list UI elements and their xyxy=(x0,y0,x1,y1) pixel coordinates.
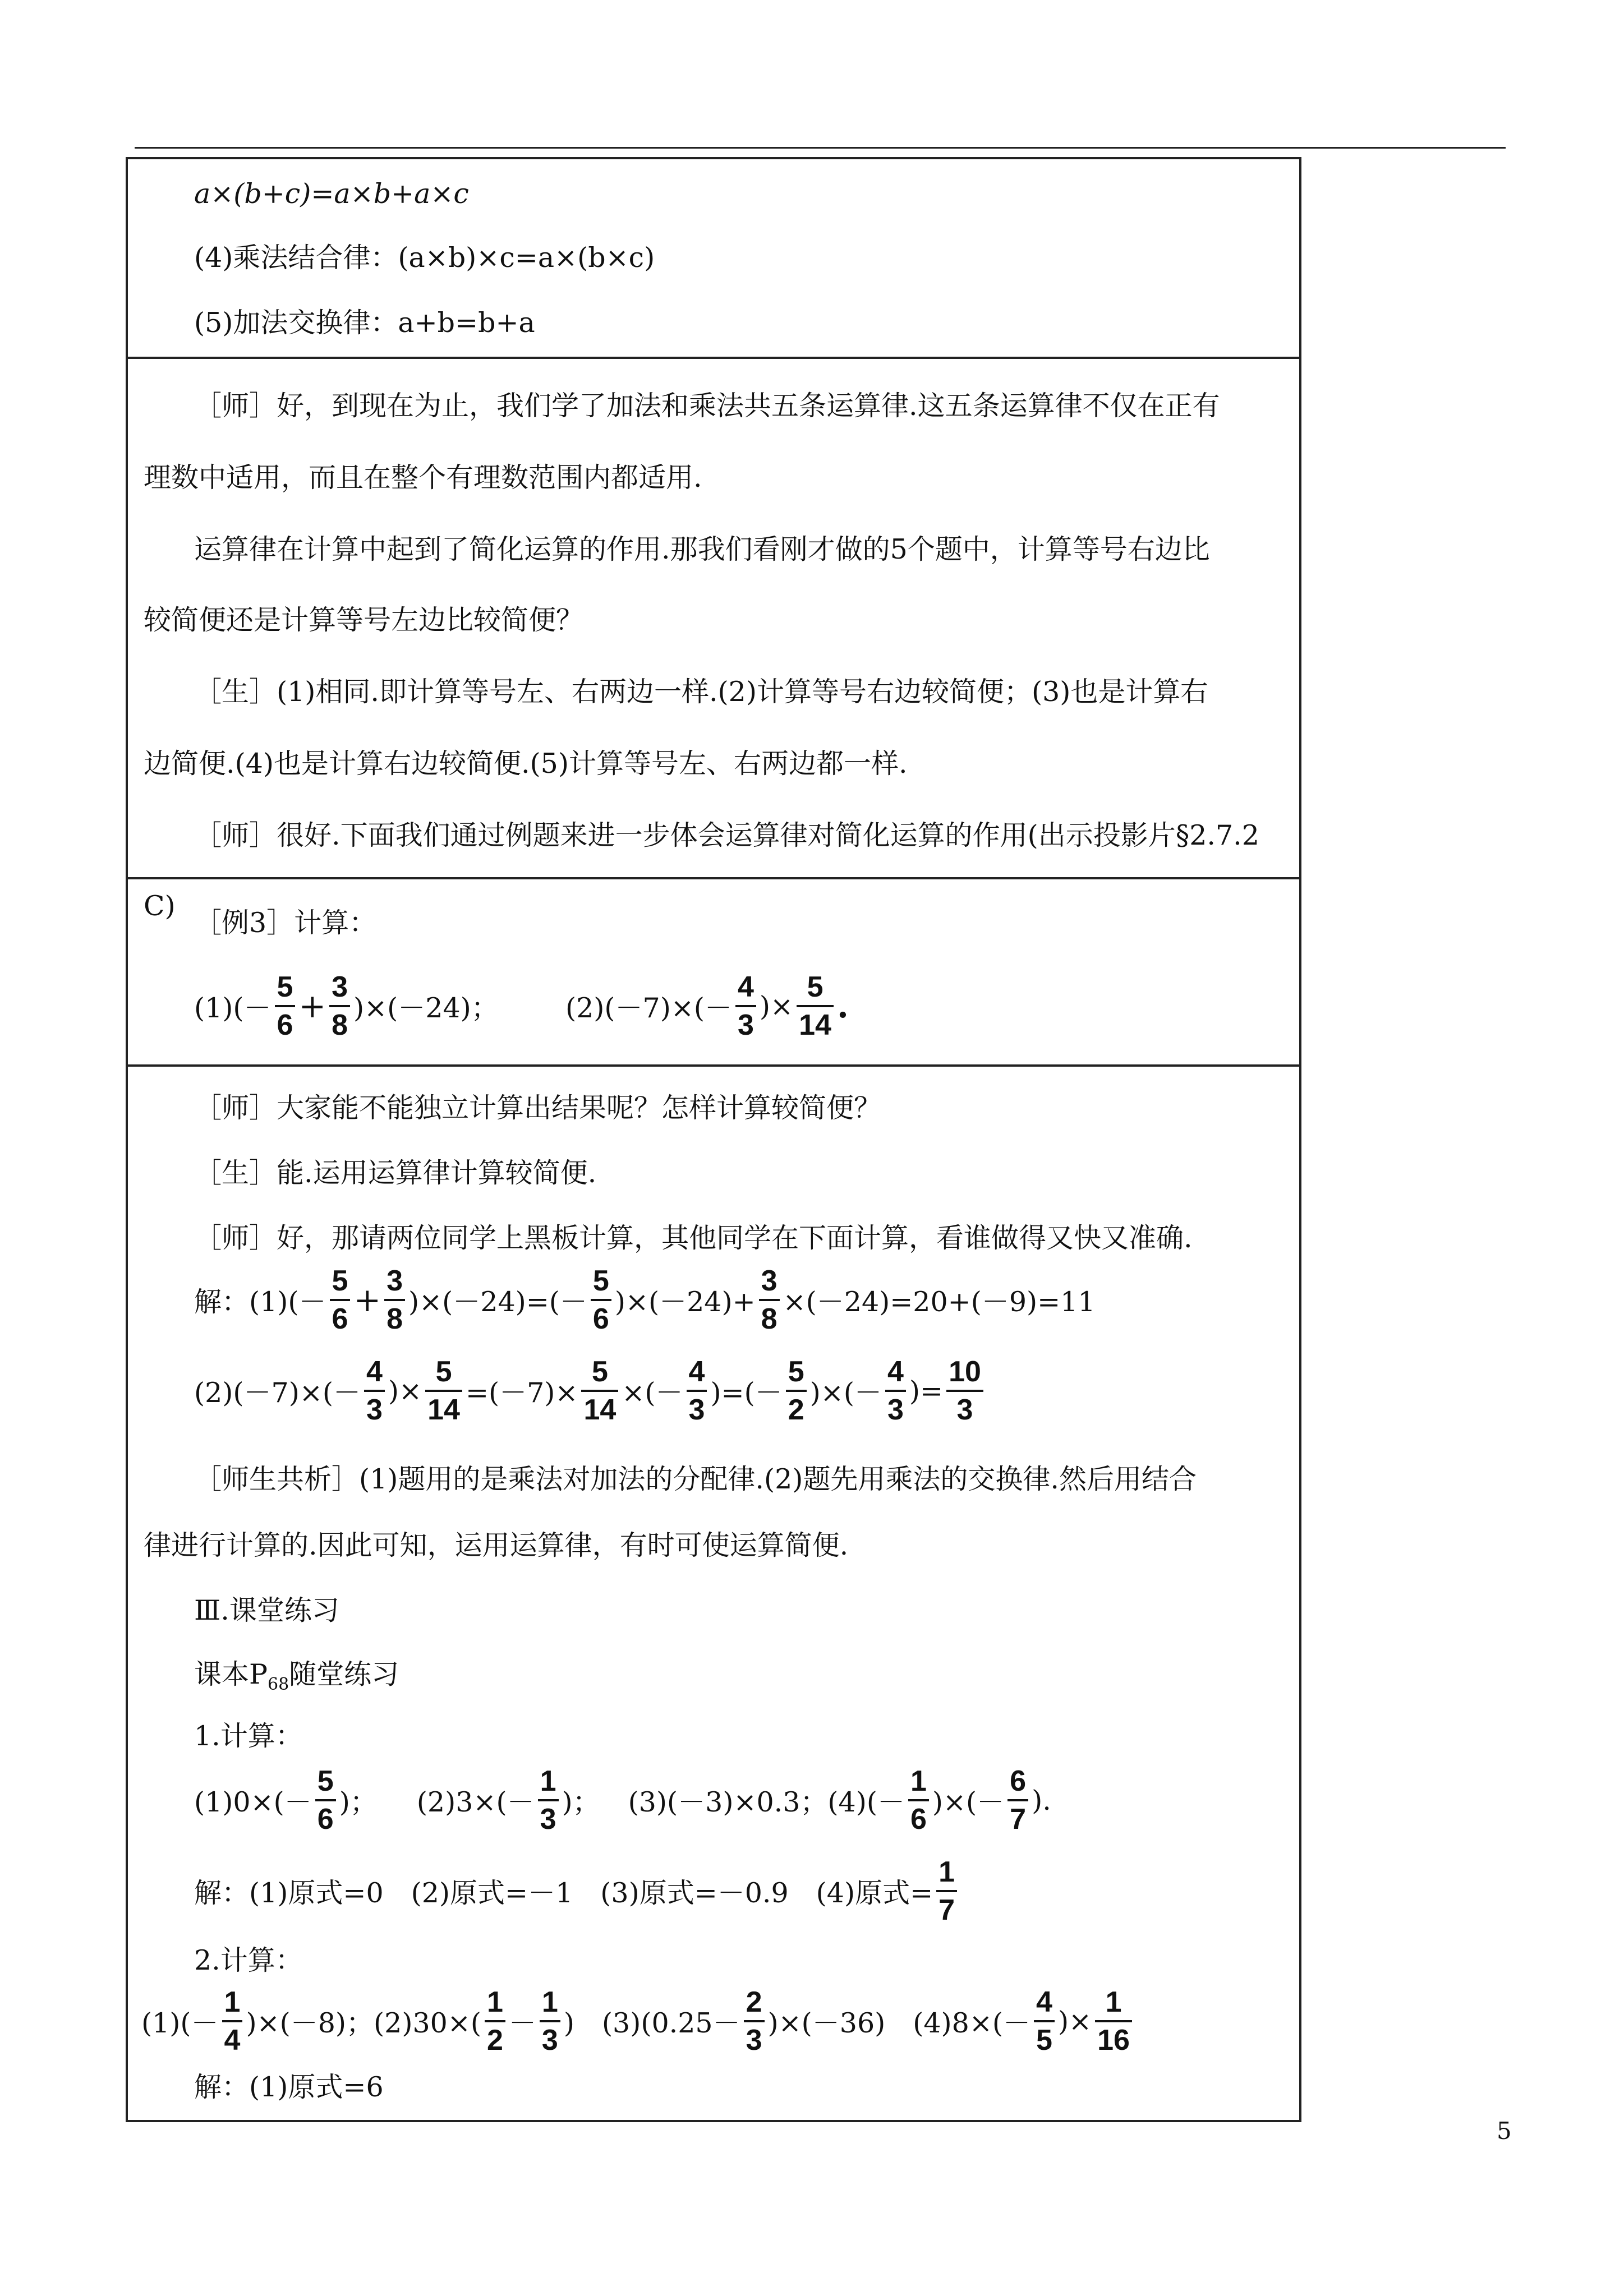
textbook-reference xyxy=(194,1658,399,1702)
associative-law-text: (4)乘法结合律：(a×b)×c=a×(b×c) xyxy=(194,242,655,274)
expr-text: )× xyxy=(759,990,794,1022)
teacher-paragraph-3: ［师］很好.下面我们通过例题来进一步体会运算律对简化运算的作用(出示投影片§2.7.2 xyxy=(194,819,1259,851)
expr-text: － xyxy=(508,2007,536,2039)
teacher-paragraph-3-cont: C) xyxy=(144,890,176,922)
fraction: $\frac{5}{6}$ xyxy=(330,1263,351,1337)
row-example xyxy=(128,879,1299,1067)
example-title: ［例3］计算： xyxy=(194,907,377,939)
teacher-paragraph-1: ［师］好，到现在为止，我们学了加法和乘法共五条运算律.这五条运算律不仅在正有 xyxy=(194,390,1220,422)
example-expression-1 xyxy=(194,969,499,1043)
row-solutions xyxy=(128,1067,1299,2120)
expr-text: 解：(1)(－ xyxy=(194,1286,326,1318)
fraction: $\frac{3}{8}$ xyxy=(384,1263,405,1337)
exercise-2-title: 2.计算： xyxy=(194,1944,303,1976)
page-number: 5 xyxy=(1497,2117,1512,2145)
fraction: $\frac{6}{7}$ xyxy=(1007,1763,1028,1837)
fraction: $\frac{1}{2}$ xyxy=(485,1984,505,2058)
fraction: $\frac{1}{6}$ xyxy=(908,1763,929,1837)
fraction: $\frac{4}{3}$ xyxy=(364,1354,385,1428)
expr-text: )×(－ xyxy=(932,1786,1005,1818)
fraction: $\frac{5}{14}$ xyxy=(581,1354,618,1428)
student-answer: ［生］能.运用运算律计算较简便. xyxy=(194,1157,597,1189)
exercise-1-answers xyxy=(194,1854,960,1928)
exercise-2-questions xyxy=(141,1984,1135,2058)
fraction: $\frac{5}{6}$ xyxy=(591,1263,611,1337)
ref-text: 随堂练习 xyxy=(289,1658,399,1690)
fraction: $\frac{2}{3}$ xyxy=(744,1984,765,2058)
solution-1 xyxy=(194,1263,1096,1337)
expr-text: )× xyxy=(1057,2005,1092,2037)
expr-text: + xyxy=(353,1281,381,1319)
example-expression-2 xyxy=(565,969,849,1043)
teacher-paragraph-1-cont: 理数中适用，而且在整个有理数范围内都适用. xyxy=(144,462,702,494)
expr-text: )×(－24)=(－ xyxy=(408,1286,587,1318)
expr-text: )×(－ xyxy=(809,1377,882,1409)
expr-text: (1)(－ xyxy=(141,2007,219,2039)
fraction: $\frac{1}{16}$ xyxy=(1095,1984,1132,2058)
joint-analysis: ［师生共析］(1)题用的是乘法对加法的分配律.(2)题先用乘法的交换律.然后用结合 xyxy=(194,1463,1197,1495)
fraction: $\frac{10}{3}$ xyxy=(946,1354,983,1428)
expr-text: (1)(－ xyxy=(194,992,272,1024)
expr-text: + xyxy=(298,987,326,1025)
solution-2 xyxy=(194,1354,987,1428)
fraction: $\frac{5}{6}$ xyxy=(275,969,296,1043)
expr-text: =(－7)× xyxy=(465,1377,578,1409)
section-heading: Ⅲ.课堂练习 xyxy=(194,1594,339,1626)
fraction: $\frac{1}{3}$ xyxy=(540,1984,560,2058)
student-paragraph: ［生］(1)相同.即计算等号左、右两边一样.(2)计算等号右边较简便；(3)也是计算右 xyxy=(194,676,1208,708)
fraction: $\frac{3}{8}$ xyxy=(759,1263,780,1337)
expr-text: )=(－ xyxy=(710,1377,783,1409)
expr-text: )×(－24)； xyxy=(353,992,499,1024)
fraction: $\frac{3}{8}$ xyxy=(329,969,350,1043)
student-paragraph-cont: 边简便.(4)也是计算右边较简便.(5)计算等号左、右两边都一样. xyxy=(144,748,908,780)
expr-text: (2)(－7)×(－ xyxy=(194,1377,361,1409)
distributive-law-text: a×(b+c)=a×b+a×c xyxy=(194,178,469,210)
fraction: $\frac{1}{4}$ xyxy=(222,1984,243,2058)
expr-text: )× xyxy=(388,1375,422,1407)
expr-text: )×(－24)+ xyxy=(614,1286,756,1318)
expr-text: )； xyxy=(339,1786,378,1818)
teacher-instruction: ［师］好，那请两位同学上黑板计算，其他同学在下面计算，看谁做得又快又准确. xyxy=(194,1222,1193,1254)
fraction: $\frac{5}{14}$ xyxy=(425,1354,462,1428)
expr-text: 解：(1)原式=0 (2)原式=－1 (3)原式=－0.9 (4)原式= xyxy=(194,1877,933,1909)
row-laws xyxy=(128,159,1299,359)
fraction: $\frac{5}{14}$ xyxy=(797,969,834,1043)
expr-text: ×(－24)=20+(－9)=11 xyxy=(783,1286,1096,1318)
commutative-law-text: (5)加法交换律：a+b=b+a xyxy=(194,307,535,339)
expr-text: ×(－ xyxy=(622,1377,683,1409)
fraction: $\frac{4}{3}$ xyxy=(687,1354,707,1428)
fraction: $\frac{4}{3}$ xyxy=(735,969,756,1043)
expr-text: (3)(－3)×0.3；(4)(－ xyxy=(628,1786,905,1818)
row-discussion xyxy=(128,359,1299,922)
teacher-question: ［师］大家能不能独立计算出结果呢？怎样计算较简便？ xyxy=(194,1092,882,1124)
fraction: $\frac{5}{6}$ xyxy=(315,1763,336,1837)
expr-text: ) (3)(0.25－ xyxy=(563,2007,740,2039)
expr-text: )×(－8)；(2)30×( xyxy=(246,2007,481,2039)
page-subscript: 68 xyxy=(267,1674,289,1694)
exercise-1-title: 1.计算： xyxy=(194,1720,303,1752)
fraction: $\frac{1}{3}$ xyxy=(538,1763,559,1837)
expr-text: . xyxy=(836,986,849,1026)
fraction: $\frac{1}{7}$ xyxy=(936,1854,957,1928)
ref-text: 课本P xyxy=(194,1658,268,1690)
expr-text: )； xyxy=(562,1786,600,1818)
header-rule xyxy=(135,147,1506,149)
paragraph-2-cont: 较简便还是计算等号左边比较简便？ xyxy=(144,604,584,636)
fraction: $\frac{4}{3}$ xyxy=(885,1354,906,1428)
exercise-2-answer: 解：(1)原式=6 xyxy=(194,2071,384,2103)
expr-text: (1)0×(－ xyxy=(194,1786,312,1818)
expr-text: ). xyxy=(1032,1784,1051,1816)
fraction: $\frac{5}{2}$ xyxy=(786,1354,807,1428)
expr-text: )×(－36) (4)8×(－ xyxy=(767,2007,1031,2039)
fraction: $\frac{4}{5}$ xyxy=(1034,1984,1055,2058)
expr-text: (2)3×(－ xyxy=(416,1786,535,1818)
lesson-table xyxy=(126,157,1301,2122)
paragraph-2: 运算律在计算中起到了简化运算的作用.那我们看刚才做的5个题中，计算等号右边比 xyxy=(194,533,1210,565)
expr-text: )= xyxy=(909,1375,944,1407)
exercise-1-questions xyxy=(194,1763,1051,1837)
joint-analysis-cont: 律进行计算的.因此可知，运用运算律，有时可使运算简便. xyxy=(144,1529,849,1561)
expr-text: (2)(－7)×(－ xyxy=(565,992,732,1024)
